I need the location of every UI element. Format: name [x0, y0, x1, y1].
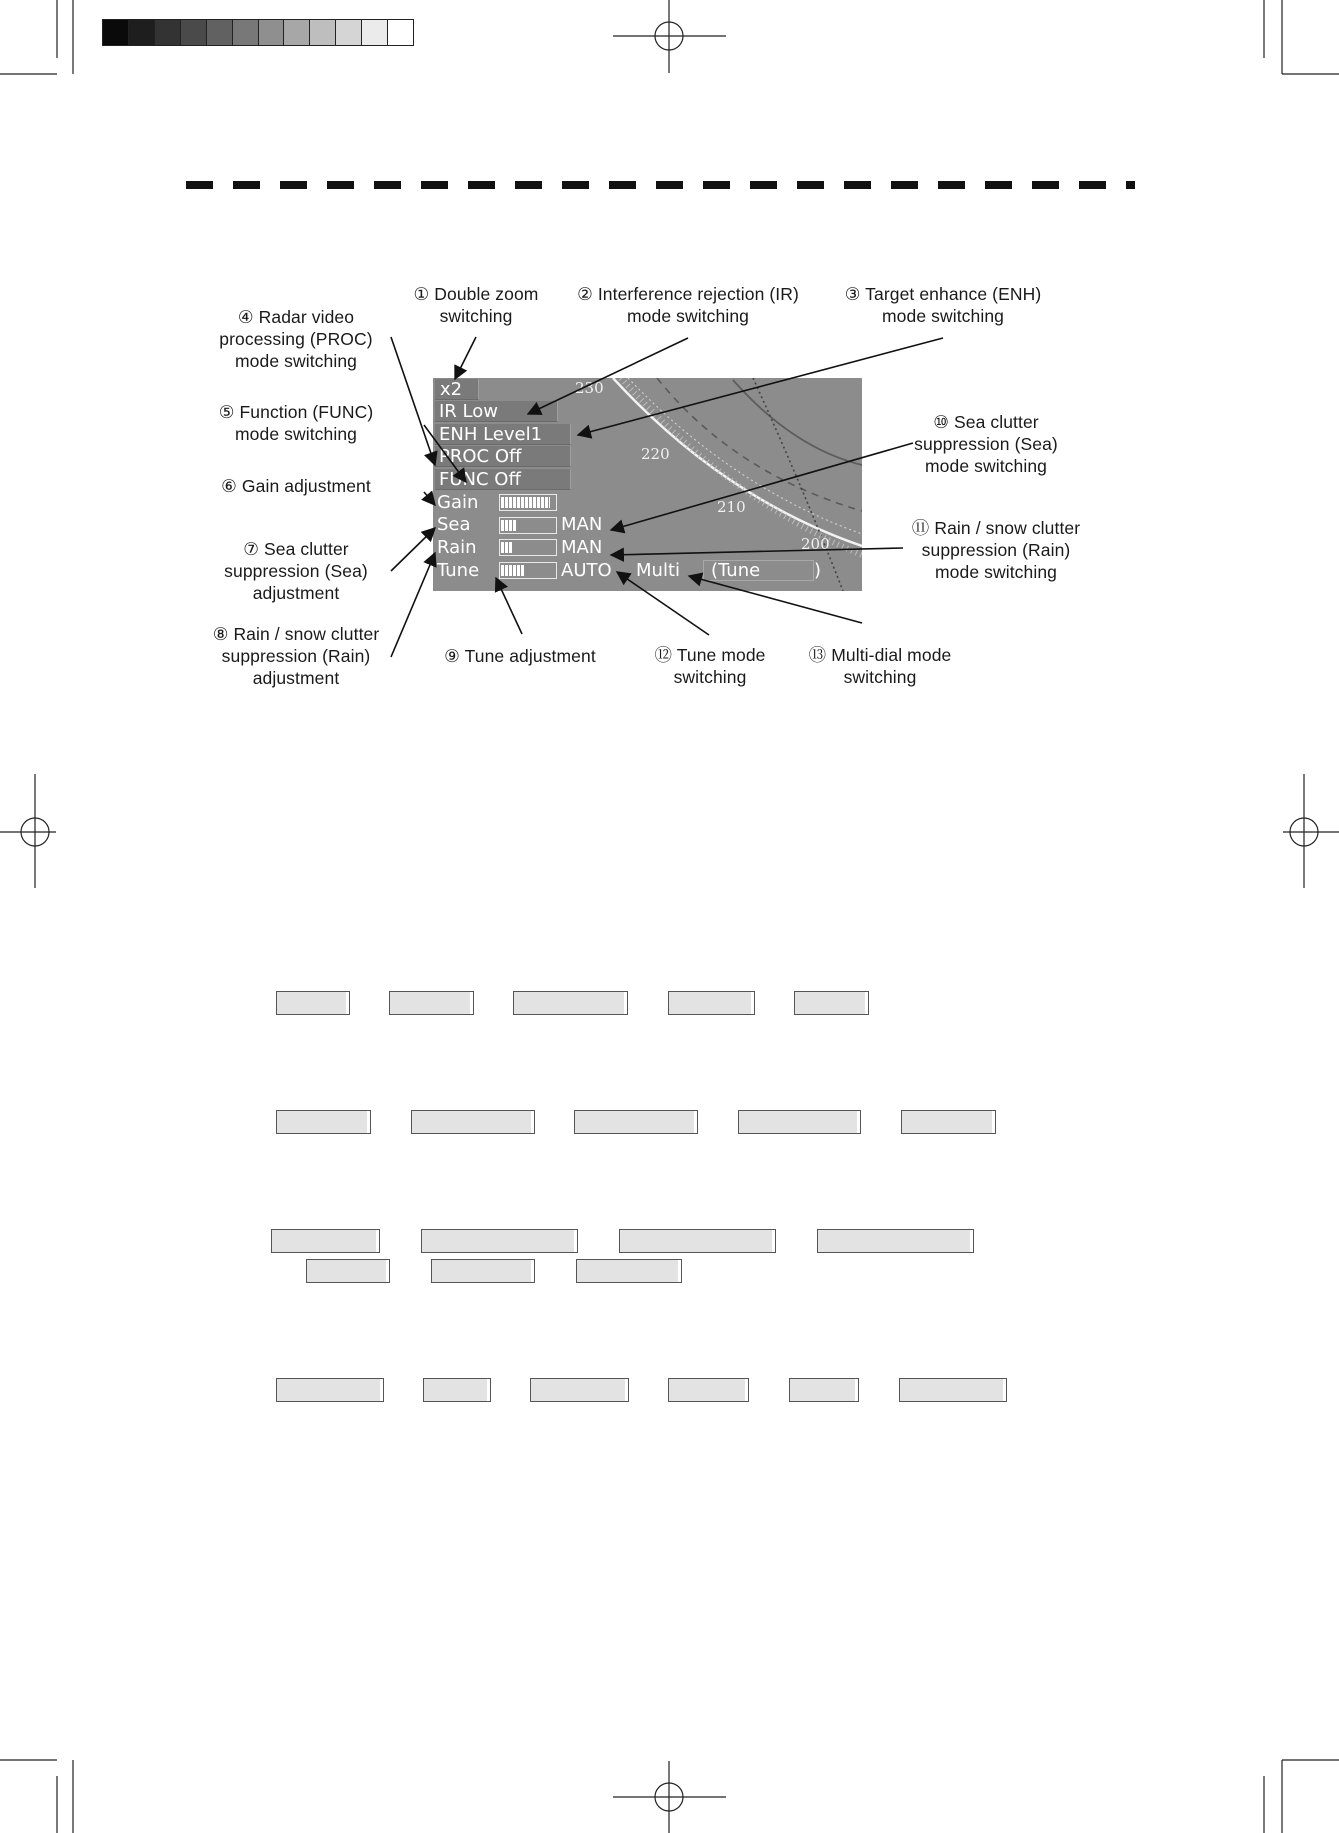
calibration-swatch [155, 20, 181, 45]
grayscale-calibration-strip [102, 19, 414, 46]
calibration-swatch [388, 20, 413, 45]
sea-mode-button[interactable]: MAN [561, 514, 603, 535]
zoom-button[interactable]: x2 [435, 379, 479, 400]
callout-line: ⑤ Function (FUNC) [218, 402, 374, 422]
tune-label: Tune [437, 560, 480, 581]
option-button-r1-5[interactable] [794, 991, 869, 1015]
tune-mode-button[interactable]: AUTO [561, 560, 612, 581]
callout-rain-clutter-adjustment [200, 623, 392, 689]
multi-dial-label: Multi [636, 560, 680, 581]
option-button-r2-2[interactable] [411, 1110, 535, 1134]
tune-slider[interactable] [499, 562, 557, 579]
option-button-r2-4[interactable] [738, 1110, 861, 1134]
callout-line: ⑫ Tune mode [654, 645, 766, 665]
callout-line: ④ Radar video [237, 307, 355, 327]
section-divider [186, 181, 1135, 189]
callout-line: ⑩ Sea clutter [933, 412, 1039, 432]
bearing-label-220: 220 [641, 445, 670, 463]
calibration-swatch [207, 20, 233, 45]
ir-row [435, 401, 558, 422]
option-button-r3-7[interactable] [576, 1259, 682, 1283]
callout-tune-adjustment [436, 645, 604, 667]
callout-interference-rejection [568, 283, 808, 327]
enh-row [435, 424, 571, 445]
bearing-label-230: 230 [575, 379, 604, 397]
callout-line: mode switching [881, 306, 1004, 326]
callout-line: mode switching [234, 351, 357, 371]
callout-line: processing (PROC) [219, 329, 373, 349]
callout-line: ⑧ Rain / snow clutter [212, 624, 380, 644]
option-button-r2-3[interactable] [574, 1110, 698, 1134]
proc-mode-button[interactable]: PROC Off [435, 446, 571, 467]
multi-dial-mode-button[interactable]: (Tune [711, 560, 761, 581]
option-button-r2-5[interactable] [901, 1110, 996, 1134]
callout-line: suppression (Rain) [921, 540, 1071, 560]
callout-line: suppression (Sea) [224, 561, 368, 581]
bearing-label-200: 200 [801, 535, 830, 553]
callout-line: mode switching [924, 456, 1047, 476]
option-button-r4-4[interactable] [668, 1378, 749, 1402]
proc-row [435, 446, 571, 467]
callout-line: mode switching [626, 306, 749, 326]
calibration-swatch [336, 20, 362, 45]
callout-line: ⑥ Gain adjustment [221, 476, 371, 496]
option-button-r1-4[interactable] [668, 991, 755, 1015]
callout-line: ③ Target enhance (ENH) [844, 284, 1042, 304]
option-button-r3-2[interactable] [421, 1229, 578, 1253]
option-button-r3-4[interactable] [817, 1229, 974, 1253]
callout-tune-mode [640, 644, 780, 688]
enh-mode-button[interactable]: ENH Level1 [435, 424, 571, 445]
callout-radar-video-processing [212, 306, 380, 372]
option-button-r4-1[interactable] [276, 1378, 384, 1402]
multi-dial-close: ) [814, 560, 822, 581]
callout-line: mode switching [234, 424, 357, 444]
callout-gain-adjustment [212, 475, 380, 497]
calibration-swatch [362, 20, 388, 45]
func-mode-button[interactable]: FUNC Off [435, 469, 571, 490]
calibration-swatch [259, 20, 285, 45]
callout-line: ⑪ Rain / snow clutter [911, 518, 1081, 538]
callout-line: switching [439, 306, 513, 326]
callout-line: suppression (Rain) [221, 646, 371, 666]
callout-rain-clutter-mode [896, 517, 1096, 583]
gain-slider[interactable] [499, 494, 557, 511]
zoom-row [435, 379, 479, 400]
ir-mode-button[interactable]: IR Low [435, 401, 558, 422]
rain-label: Rain [437, 537, 477, 558]
callout-target-enhance [835, 283, 1051, 327]
callout-line: mode switching [934, 562, 1057, 582]
option-button-r1-3[interactable] [513, 991, 628, 1015]
func-row [435, 469, 571, 490]
bearing-label-210: 210 [717, 498, 746, 516]
callout-line: switching [673, 667, 747, 687]
option-button-r1-2[interactable] [389, 991, 474, 1015]
option-button-r1-1[interactable] [276, 991, 350, 1015]
callout-line: ⑨ Tune adjustment [444, 646, 596, 666]
option-button-r3-3[interactable] [619, 1229, 776, 1253]
callout-line: ② Interference rejection (IR) [577, 284, 799, 304]
option-button-r4-2[interactable] [423, 1378, 491, 1402]
calibration-swatch [310, 20, 336, 45]
multi-dial-frame [703, 560, 814, 581]
sea-slider[interactable] [499, 517, 557, 534]
option-button-r3-5[interactable] [306, 1259, 390, 1283]
radar-control-panel [433, 378, 862, 591]
callout-line: switching [843, 667, 917, 687]
option-button-r4-3[interactable] [530, 1378, 629, 1402]
callout-line: ⑦ Sea clutter [243, 539, 349, 559]
rain-mode-button[interactable]: MAN [561, 537, 603, 558]
calibration-swatch [284, 20, 310, 45]
option-button-r3-6[interactable] [431, 1259, 535, 1283]
option-button-r4-6[interactable] [899, 1378, 1007, 1402]
callout-line: adjustment [252, 668, 340, 688]
rain-slider[interactable] [499, 539, 557, 556]
callout-sea-clutter-mode [896, 411, 1076, 477]
sea-label: Sea [437, 514, 471, 535]
calibration-swatch [103, 20, 129, 45]
callout-sea-clutter-adjustment [212, 538, 380, 604]
callout-line: adjustment [252, 583, 340, 603]
callout-function-mode [212, 401, 380, 445]
callout-multi-dial-mode [800, 644, 960, 688]
calibration-swatch [129, 20, 155, 45]
callout-line: suppression (Sea) [914, 434, 1058, 454]
callout-line: ⑬ Multi-dial mode [808, 645, 952, 665]
callout-line: ① Double zoom [413, 284, 539, 304]
calibration-swatch [181, 20, 207, 45]
option-button-r2-1[interactable] [276, 1110, 371, 1134]
option-button-r3-1[interactable] [271, 1229, 380, 1253]
callout-double-zoom [398, 283, 554, 327]
option-button-r4-5[interactable] [789, 1378, 859, 1402]
calibration-swatch [233, 20, 259, 45]
gain-label: Gain [437, 492, 479, 513]
